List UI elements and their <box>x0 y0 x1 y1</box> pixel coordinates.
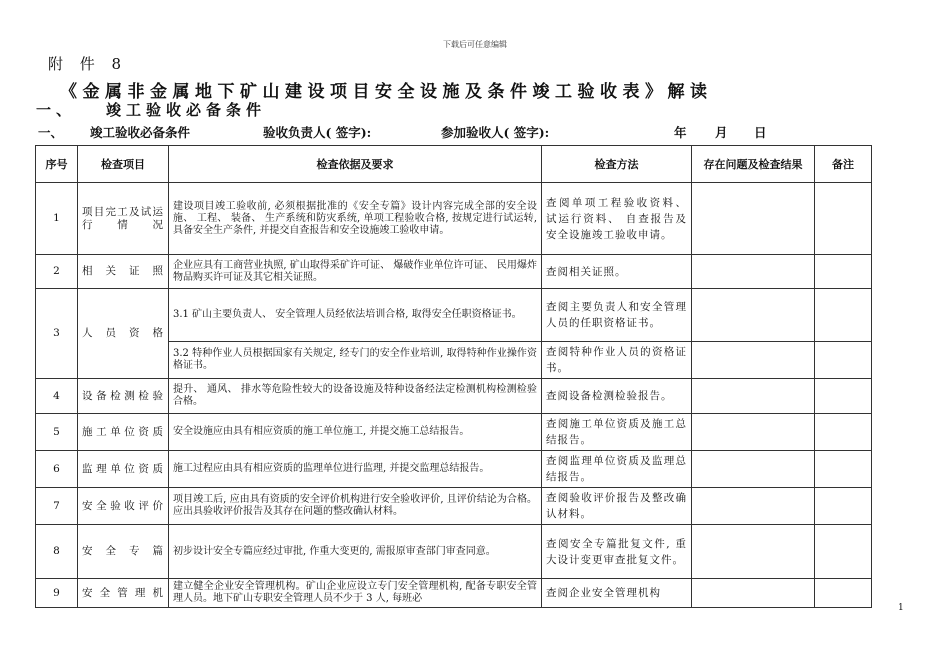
header-result: 存在问题及检查结果 <box>692 146 815 183</box>
table-row <box>36 379 872 414</box>
participant-signature-label: 参加验收人( 签字): <box>441 125 550 140</box>
row-no: 2 <box>36 255 78 289</box>
header-no: 序号 <box>36 146 78 183</box>
table-row <box>36 579 872 608</box>
table-row <box>36 525 872 579</box>
day-label: 日 <box>754 125 767 140</box>
row-method: 查阅企业安全管理机构 <box>542 579 692 608</box>
row-basis: 安全设施应由具有相应资质的施工单位施工, 并提交施工总结报告。 <box>169 414 542 451</box>
header-item: 检查项目 <box>78 146 169 183</box>
row-result-cell[interactable] <box>692 525 815 579</box>
row-result-cell[interactable] <box>692 342 815 379</box>
row-method: 查阅施工单位资质及施工总结报告。 <box>542 414 692 451</box>
row-basis: 建设项目竣工验收前, 必须根据批准的《安全专篇》设计内容完成全部的安全设施、 工程、 装备、 生产系统和防灾系统, 单项工程验收合格, 按规定进行试运转, 具备安全生产条件, 并提交自查报告和安全设施竣工验收申请。 <box>169 183 542 255</box>
row-remark-cell[interactable] <box>815 414 872 451</box>
top-note: 下载后可任意编辑 <box>443 40 507 49</box>
row-item: 监理单位资质 <box>78 451 169 488</box>
row-basis: 初步设计安全专篇应经过审批, 作重大变更的, 需报原审查部门审查同意。 <box>169 525 542 579</box>
attachment-label: 附 件 8 <box>48 55 128 73</box>
row-remark-cell[interactable] <box>815 488 872 525</box>
row-item: 安全管理机 <box>78 579 169 608</box>
row-remark-cell[interactable] <box>815 525 872 579</box>
header-basis: 检查依据及要求 <box>169 146 542 183</box>
row-basis: 施工过程应由具有相应资质的监理单位进行监理, 并提交监理总结报告。 <box>169 451 542 488</box>
row-method: 查阅监理单位资质及监理总结报告。 <box>542 451 692 488</box>
row-no: 7 <box>36 488 78 525</box>
row-remark-cell[interactable] <box>815 579 872 608</box>
table-row <box>36 488 872 525</box>
row-method: 查阅单项工程验收资料、 试运行资料、 自查报告及安全设施竣工验收申请。 <box>542 183 692 255</box>
month-label: 月 <box>715 125 728 140</box>
table-row <box>36 414 872 451</box>
header-remark: 备注 <box>815 146 872 183</box>
row-item: 人员资格 <box>78 289 169 379</box>
document-title: 《金属非金属地下矿山建设项目安全设施及条件竣工验收表》解读 <box>60 82 713 102</box>
row-no: 5 <box>36 414 78 451</box>
row-method: 查阅特种作业人员的资格证书。 <box>542 342 692 379</box>
table-row <box>36 183 872 255</box>
row-item: 安全专篇 <box>78 525 169 579</box>
page-number: 1 <box>898 603 904 613</box>
row-no: 9 <box>36 579 78 608</box>
sign-section-number: 一、 <box>38 125 64 140</box>
header-method: 检查方法 <box>542 146 692 183</box>
row-remark-cell[interactable] <box>815 289 872 342</box>
row-no: 1 <box>36 183 78 255</box>
row-basis: 建立健全企业安全管理机构。矿山企业应设立专门安全管理机构, 配备专职安全管理人员。地下矿山专职安全管理人员不少于 3 人, 每班必 <box>169 579 542 608</box>
row-no: 6 <box>36 451 78 488</box>
row-item: 设备检测检验 <box>78 379 169 414</box>
row-basis: 提升、 通风、 排水等危险性较大的设备设施及特种设备经法定检测机构检测检验合格。 <box>169 379 542 414</box>
table-row <box>36 289 872 342</box>
row-method: 查阅相关证照。 <box>542 255 692 289</box>
row-remark-cell[interactable] <box>815 451 872 488</box>
row-result-cell[interactable] <box>692 414 815 451</box>
row-basis: 3.1 矿山主要负责人、 安全管理人员经依法培训合格, 取得安全任职资格证书。 <box>169 289 542 342</box>
row-no: 8 <box>36 525 78 579</box>
row-method: 查阅安全专篇批复文件, 重大设计变更审查批复文件。 <box>542 525 692 579</box>
row-item: 施工单位资质 <box>78 414 169 451</box>
table-row <box>36 255 872 289</box>
row-item: 项目完工及试运行情况 <box>78 183 169 255</box>
section-title: 竣工验收必备条件 <box>106 101 267 119</box>
row-remark-cell[interactable] <box>815 342 872 379</box>
responsible-signature-label: 验收负责人( 签字): <box>263 125 372 140</box>
row-result-cell[interactable] <box>692 451 815 488</box>
section-number: 一、 <box>36 101 77 119</box>
row-method: 查阅设备检测检验报告。 <box>542 379 692 414</box>
acceptance-table <box>35 145 872 608</box>
table-row <box>36 451 872 488</box>
row-item: 安全验收评价 <box>78 488 169 525</box>
row-result-cell[interactable] <box>692 488 815 525</box>
row-method: 查阅主要负责人和安全管理人员的任职资格证书。 <box>542 289 692 342</box>
row-remark-cell[interactable] <box>815 379 872 414</box>
row-result-cell[interactable] <box>692 289 815 342</box>
row-no: 3 <box>36 289 78 379</box>
row-no: 4 <box>36 379 78 414</box>
row-result-cell[interactable] <box>692 579 815 608</box>
row-result-cell[interactable] <box>692 183 815 255</box>
table-header-row <box>36 146 872 183</box>
row-remark-cell[interactable] <box>815 183 872 255</box>
row-method: 查阅验收评价报告及整改确认材料。 <box>542 488 692 525</box>
row-basis: 项目竣工后, 应由具有资质的安全评价机构进行安全验收评价, 且评价结论为合格。应出具验收评价报告及其存在问题的整改确认材料。 <box>169 488 542 525</box>
row-result-cell[interactable] <box>692 255 815 289</box>
row-remark-cell[interactable] <box>815 255 872 289</box>
row-result-cell[interactable] <box>692 379 815 414</box>
row-basis: 3.2 特种作业人员根据国家有关规定, 经专门的安全作业培训, 取得特种作业操作资格证书。 <box>169 342 542 379</box>
year-label: 年 <box>674 125 687 140</box>
section-heading <box>36 99 266 120</box>
row-item: 相关证照 <box>78 255 169 289</box>
row-basis: 企业应具有工商营业执照, 矿山取得采矿许可证、 爆破作业单位许可证、 民用爆炸物品购买许可证及其它相关证照。 <box>169 255 542 289</box>
sign-section-title: 竣工验收必备条件 <box>90 125 191 140</box>
